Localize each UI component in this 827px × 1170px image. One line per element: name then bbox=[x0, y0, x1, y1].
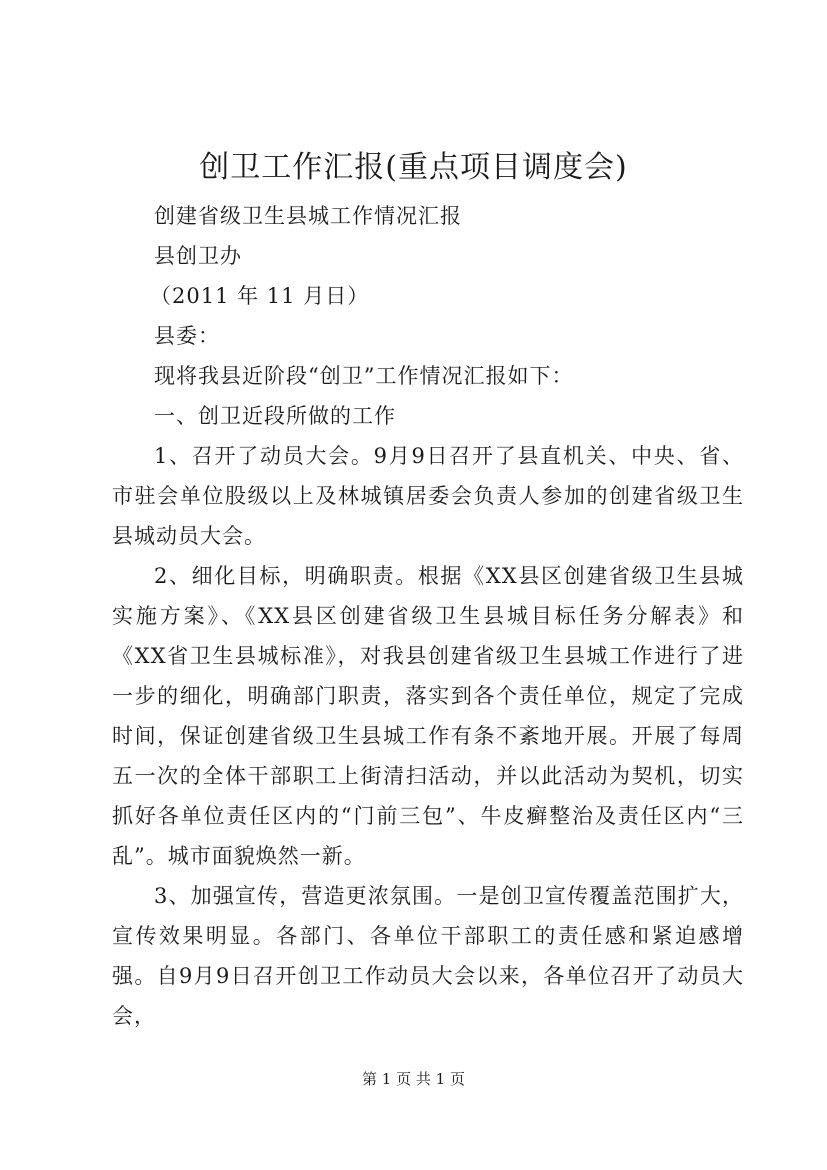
report-addressee: 县委： bbox=[154, 324, 220, 348]
paragraph-2: 2、细化目标，明确职责。根据《XX县区创建省级卫生县城实施方案》、《XX县区创建省级卫生县城目标任务分解表》和《XX省卫生县城标准》，对我县创建省级卫生县城工作进行了进一步的细化，明确部门职责，落实到各个责任单位，规定了完成时间，保证创建省级卫生县城工作有条不紊地开展。开展了每周五一次的全体干部职工上街清扫活动，并以此活动为契机，切实抓好各单位责任区内的“门前三包”、牛皮癣整治及责任区内“三乱”。城市面貌焕然一新。 bbox=[112, 564, 744, 868]
report-date: （2011 年 11 月日） bbox=[150, 284, 370, 308]
report-intro: 现将我县近阶段“创卫”工作情况汇报如下： bbox=[154, 364, 574, 388]
report-author: 县创卫办 bbox=[154, 244, 242, 268]
document-body bbox=[112, 196, 744, 1036]
document-title: 创卫工作汇报(重点项目调度会) bbox=[199, 150, 628, 185]
report-subtitle: 创建省级卫生县城工作情况汇报 bbox=[154, 204, 462, 228]
page-footer: 第 1 页 共 1 页 bbox=[362, 1070, 465, 1088]
section-heading: 一、创卫近段所做的工作 bbox=[154, 404, 396, 428]
paragraph-1: 1、召开了动员大会。9月9日召开了县直机关、中央、省、市驻会单位股级以上及林城镇居委会负责人参加的创建省级卫生县城动员大会。 bbox=[112, 444, 744, 548]
paragraph-3: 3、加强宣传，营造更浓氛围。一是创卫宣传覆盖范围扩大，宣传效果明显。各部门、各单位干部职工的责任感和紧迫感增强。自9月9日召开创卫工作动员大会以来，各单位召开了动员大会， bbox=[112, 884, 744, 1028]
